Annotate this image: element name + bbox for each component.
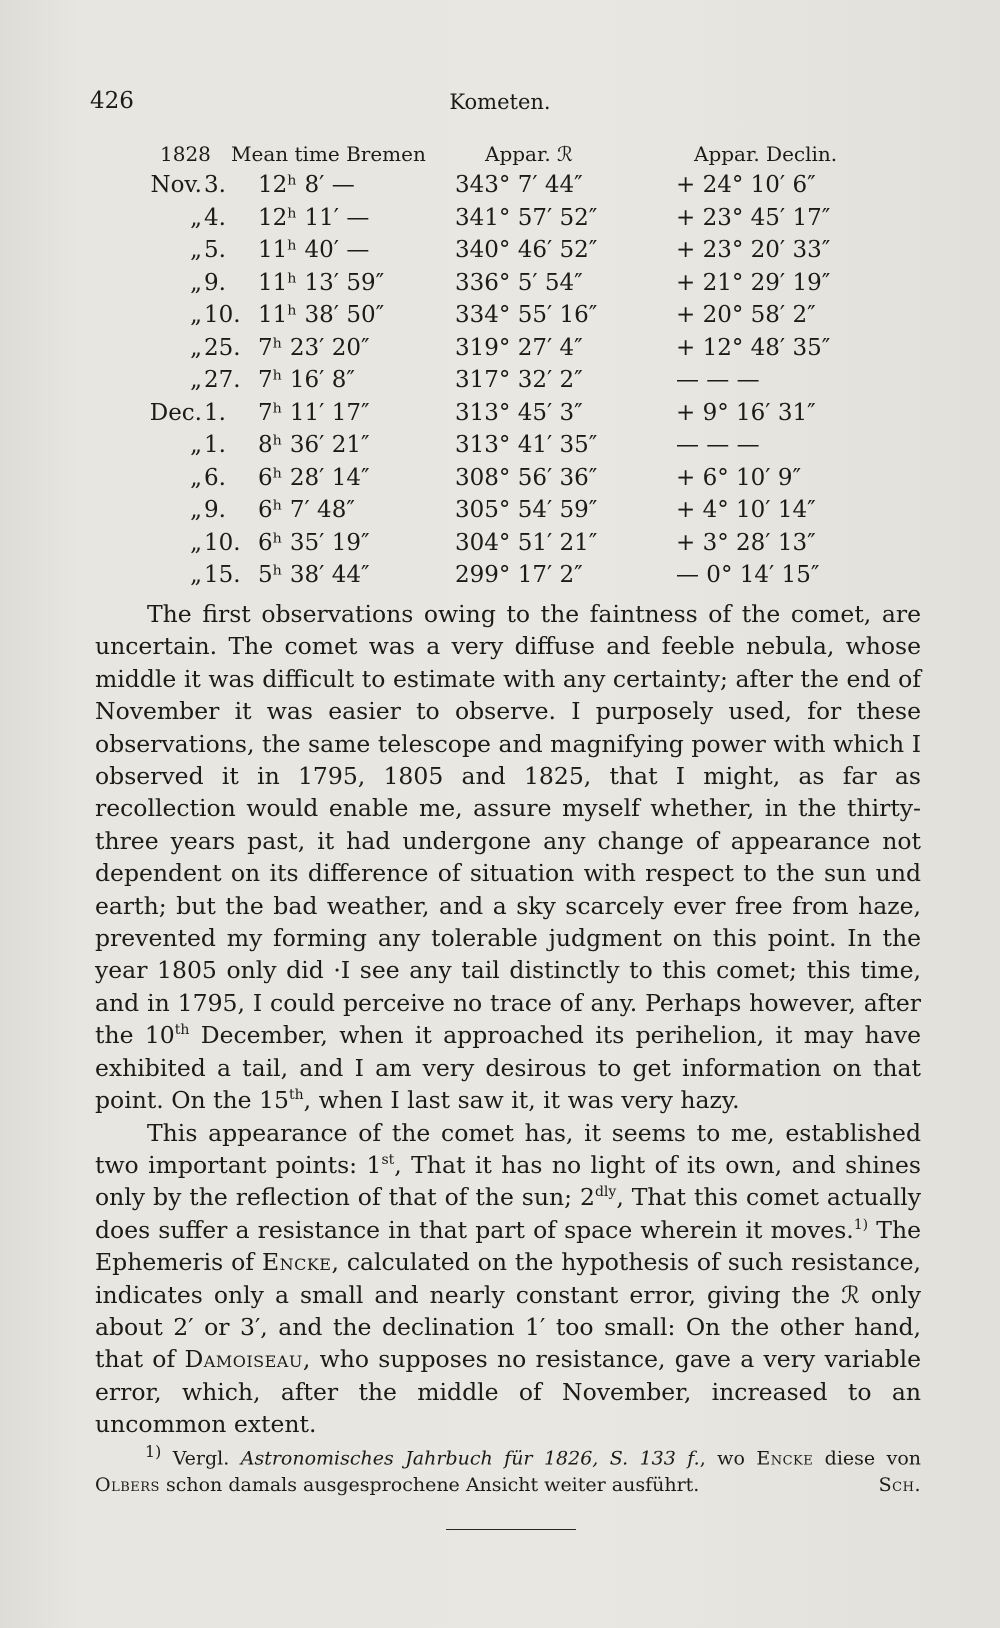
row-day: 3. — [204, 172, 226, 198]
row-day: 9. — [204, 497, 226, 523]
row-time: 6ʰ 28′ 14″ — [258, 464, 370, 491]
row-time: 6ʰ 35′ 19″ — [258, 529, 370, 556]
table-row — [0, 562, 1000, 595]
text-run: , when I last saw it, it was very hazy. — [303, 1086, 740, 1115]
row-declination: + 3° 28′ 13″ — [676, 529, 816, 556]
row-month: „ — [190, 334, 202, 361]
row-time: 5ʰ 38′ 44″ — [258, 562, 370, 588]
row-declination: + 12° 48′ 35″ — [676, 334, 831, 361]
row-declination: + 6° 10′ 9″ — [676, 464, 802, 491]
row-time: 12ʰ 8′ — — [258, 172, 355, 198]
row-right-ascension: 317° 32′ 2″ — [455, 367, 583, 393]
row-day: 4. — [204, 204, 226, 231]
text-run: The Ephemeris of — [95, 1215, 921, 1277]
row-day: 1. — [204, 399, 226, 426]
footnote-reference: 1) — [853, 1216, 869, 1233]
text-run: December, when it approached its perihelion, it may have exhibited a tail, and I am very desirous to get information on that point. On the 15 — [95, 1021, 922, 1115]
row-time: 7ʰ 16′ 8″ — [258, 367, 355, 393]
row-month: „ — [190, 562, 202, 588]
table-row — [0, 270, 1000, 303]
table-body — [0, 172, 1000, 595]
row-declination: — 0° 14′ 15″ — [676, 562, 820, 588]
row-month: „ — [190, 269, 202, 296]
superscript: th — [288, 1087, 304, 1104]
header-dec: Appar. Declin. — [694, 142, 838, 166]
row-time: 6ʰ 7′ 48″ — [258, 497, 355, 523]
row-right-ascension: 319° 27′ 4″ — [455, 334, 583, 361]
running-title: Kometen. — [449, 90, 551, 114]
row-right-ascension: 334° 55′ 16″ — [455, 302, 598, 328]
name-damoiseau: Damoiseau — [184, 1345, 303, 1374]
text-run: This appearance of the comet has, it seems to me, established two important points: 1 — [95, 1118, 921, 1179]
table-row — [0, 432, 1000, 465]
row-declination: — — — — [676, 432, 760, 458]
table-row — [0, 237, 1000, 270]
row-month: „ — [190, 432, 202, 458]
text-run: , calculated on the hypothesis of such resistance, indicates only a small and nearly constant error, giving the ℛ only about 2′ or 3′, and the declination 1′ too small: On the other hand, that of — [95, 1248, 922, 1374]
row-time: 7ʰ 11′ 17″ — [258, 399, 370, 426]
row-time: 11ʰ 38′ 50″ — [258, 302, 385, 328]
row-right-ascension: 299° 17′ 2″ — [455, 562, 583, 588]
row-time: 11ʰ 40′ — — [258, 237, 370, 263]
row-right-ascension: 313° 41′ 35″ — [455, 432, 598, 458]
row-time: 12ʰ 11′ — — [258, 204, 370, 231]
row-declination: + 4° 10′ 14″ — [676, 497, 816, 523]
row-day: 1. — [204, 432, 226, 458]
text-run: diese von — [813, 1447, 921, 1470]
superscript: st — [381, 1152, 395, 1169]
table-row — [0, 530, 1000, 563]
table-row — [0, 400, 1000, 433]
page-header — [0, 88, 1000, 128]
superscript: th — [174, 1022, 190, 1039]
table-row — [0, 172, 1000, 205]
citation-title: Astronomisches Jahrbuch für 1826, S. 133 f. — [240, 1447, 700, 1470]
row-right-ascension: 340° 46′ 52″ — [455, 237, 598, 263]
closing-rule — [446, 1529, 576, 1530]
row-right-ascension: 336° 5′ 54″ — [455, 269, 583, 296]
paragraph-conclusions — [95, 1117, 921, 1441]
row-right-ascension: 341° 57′ 52″ — [455, 204, 598, 231]
text-run: , That it has no light of its own, and shines only by the reflection of that of the sun; 2 — [95, 1150, 921, 1212]
observation-table — [0, 142, 1000, 595]
table-header — [0, 142, 1000, 172]
footnote-marker: 1) — [145, 1442, 162, 1461]
text-run: , who supposes no resistance, gave a very variable error, which, after the middle of November, increased to an uncommon extent. — [95, 1345, 921, 1439]
row-time: 8ʰ 36′ 21″ — [258, 432, 370, 458]
row-right-ascension: 343° 7′ 44″ — [455, 172, 583, 198]
editor-signature: Sch. — [878, 1474, 921, 1497]
name-encke: Encke — [756, 1447, 814, 1470]
row-declination: + 9° 16′ 31″ — [676, 399, 816, 426]
row-declination: + 23° 45′ 17″ — [676, 204, 831, 231]
row-declination: — — — — [676, 367, 760, 393]
row-month: Nov. — [150, 172, 202, 198]
name-olbers: Olbers — [95, 1474, 160, 1497]
superscript: dly — [594, 1184, 617, 1201]
row-right-ascension: 313° 45′ 3″ — [455, 399, 583, 426]
row-day: 27. — [204, 367, 241, 393]
row-time: 11ʰ 13′ 59″ — [258, 269, 385, 296]
header-year: 1828 — [160, 142, 211, 166]
text-run: The first observations owing to the faintness of the comet, are uncertain. The comet was a very diffuse and feeble nebula, whose middle it was difficult to estimate with any certainty; after the end of November it was easier to observe. I purposely used, for these observations, the same telescope and magnifying power with which I observed it in 1795, 1805 and 1825, that I might, as far as recollection would enable me, assure myself whether, in the thirty-three years past, it had undergone any change of appearance not dependent on its difference of situation with respect to the sun und earth; but the bad weather, and a sky scarcely ever free from haze, prevented my forming any tolerable judgment on this point. In the year 1805 only did ·I see any tail distinctly to this comet; this time, and in 1795, I could perceive no trace of any. Perhaps however, after the 10 — [95, 600, 921, 1050]
body-text — [95, 598, 921, 1441]
row-month: Dec. — [149, 399, 202, 426]
row-day: 5. — [204, 237, 226, 263]
row-day: 25. — [204, 334, 241, 361]
row-declination: + 23° 20′ 33″ — [676, 237, 831, 263]
row-month: „ — [190, 302, 202, 328]
header-ra: Appar. ℛ — [485, 142, 574, 166]
row-day: 9. — [204, 269, 226, 296]
header-time: Mean time Bremen — [231, 142, 426, 166]
table-row — [0, 302, 1000, 335]
row-day: 10. — [204, 529, 241, 556]
row-day: 15. — [204, 562, 241, 588]
text-run: , That this comet actually does suffer a resistance in that part of space wherein it moves. — [95, 1183, 922, 1244]
row-right-ascension: 305° 54′ 59″ — [455, 497, 598, 523]
row-month: „ — [190, 204, 202, 231]
footnote — [95, 1438, 921, 1499]
row-month: „ — [190, 497, 202, 523]
row-time: 7ʰ 23′ 20″ — [258, 334, 370, 361]
text-run: schon damals ausgesprochene Ansicht weiter ausführt. — [159, 1474, 700, 1497]
row-declination: + 24° 10′ 6″ — [676, 172, 816, 198]
paragraph-observations — [95, 598, 921, 1117]
table-row — [0, 497, 1000, 530]
table-row — [0, 205, 1000, 238]
footnote-text — [95, 1438, 921, 1499]
row-right-ascension: 304° 51′ 21″ — [455, 529, 598, 556]
table-row — [0, 367, 1000, 400]
text-run: Vergl. — [161, 1447, 241, 1470]
row-month: „ — [190, 529, 202, 556]
text-run: , wo — [699, 1447, 757, 1470]
row-month: „ — [190, 464, 202, 491]
row-month: „ — [190, 237, 202, 263]
row-day: 6. — [204, 464, 226, 491]
row-declination: + 21° 29′ 19″ — [676, 269, 831, 296]
row-declination: + 20° 58′ 2″ — [676, 302, 816, 328]
row-right-ascension: 308° 56′ 36″ — [455, 464, 598, 491]
table-row — [0, 335, 1000, 368]
table-row — [0, 465, 1000, 498]
row-month: „ — [190, 367, 202, 393]
page-number: 426 — [90, 88, 134, 114]
name-encke: Encke — [261, 1248, 332, 1277]
row-day: 10. — [204, 302, 241, 328]
